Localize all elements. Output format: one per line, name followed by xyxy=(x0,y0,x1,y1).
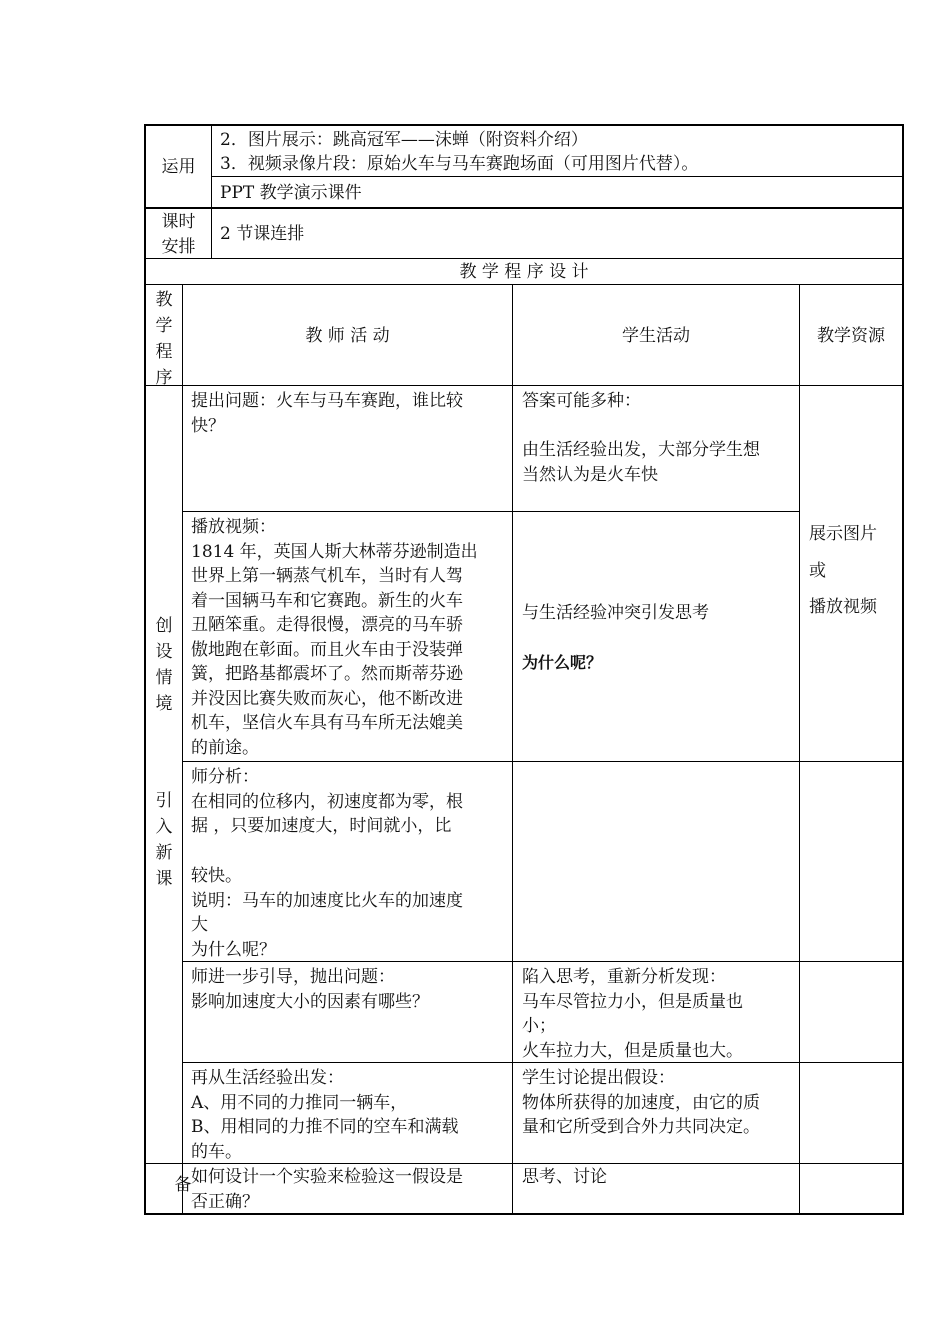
table-border-right xyxy=(902,124,904,1215)
row4-student: 陷入思考，重新分析发现： 马车尽管拉力小，但是质量也 小； 火车拉力大，但是质量也大。 xyxy=(522,967,743,1061)
procedure-char: 设 xyxy=(155,642,173,662)
design-title: 教 学 程 序 设 计 xyxy=(459,262,589,282)
resource-text-3: 播放视频 xyxy=(809,597,877,617)
row6-teacher: 如何设计一个实验来检验这一假设是 否正确？ xyxy=(191,1167,463,1212)
resource-text-1: 展示图片 xyxy=(809,524,877,544)
rule xyxy=(799,284,800,1215)
procedure-label-chuangshe xyxy=(149,613,179,717)
row5-student: 学生讨论提出假设： 物体所获得的加速度，由它的质 量和它所受到合外力共同决定。 xyxy=(522,1068,760,1137)
row1-teacher: 提出问题：火车与马车赛跑，谁比较 快？ xyxy=(191,391,463,436)
resource-ppt: PPT 教学演示课件 xyxy=(220,183,362,203)
header-student: 学生活动 xyxy=(622,326,690,346)
row5-teacher: 再从生活经验出发： A、用不同的力推同一辆车， B、用相同的力推不同的空车和满载 的车。 xyxy=(191,1068,459,1162)
rule xyxy=(182,761,904,762)
keshi-value: 2 节课连排 xyxy=(220,224,305,244)
procedure-char: 课 xyxy=(155,869,173,889)
procedure-char: 境 xyxy=(155,694,173,714)
procedure-label-yinru xyxy=(149,788,179,892)
header-procedure-char: 教 xyxy=(155,290,173,310)
label-keshi-1: 课时 xyxy=(161,212,196,232)
rule xyxy=(182,284,183,1215)
rule xyxy=(182,511,799,512)
table-border-left xyxy=(144,124,146,1215)
header-procedure xyxy=(149,287,179,391)
resource-item-3: 3．视频录像片段：原始火车与马车赛跑场面（可用图片代替）。 xyxy=(220,154,699,174)
procedure-char: 新 xyxy=(155,843,173,863)
label-keshi-2: 安排 xyxy=(161,237,196,257)
row4-teacher: 师进一步引导，抛出问题： 影响加速度大小的因素有哪些？ xyxy=(191,967,429,1012)
procedure-char: 引 xyxy=(155,791,173,811)
row2-student-1: 与生活经验冲突引发思考 xyxy=(522,603,709,623)
row1-student-2: 由生活经验出发，大部分学生想 当然认为是火车快 xyxy=(522,440,760,485)
label-yunyong: 运用 xyxy=(161,157,196,177)
resource-text-2: 或 xyxy=(809,561,826,581)
row1-student-1: 答案可能多种： xyxy=(522,391,641,411)
resource-item-2: 2．图片展示：跳高冠军——沫蝉（附资料介绍） xyxy=(220,130,588,150)
procedure-char: 情 xyxy=(155,668,173,688)
rule xyxy=(144,385,904,386)
procedure-label-bei: 备 xyxy=(174,1175,192,1195)
header-procedure-char: 序 xyxy=(155,368,173,388)
row2-student-2: 为什么呢？ xyxy=(522,653,603,672)
row3-teacher-1: 师分析： 在相同的位移内，初速度都为零，根 据 ，只要加速度大，时间就小，比 xyxy=(191,767,463,836)
header-procedure-char: 学 xyxy=(155,316,173,336)
rule xyxy=(144,258,904,259)
table-border-top xyxy=(144,124,904,126)
header-procedure-char: 程 xyxy=(155,342,173,362)
header-teacher: 教 师 活 动 xyxy=(305,326,390,346)
procedure-char: 创 xyxy=(155,616,173,636)
procedure-char: 入 xyxy=(155,817,173,837)
header-resource: 教学资源 xyxy=(817,326,885,346)
rule xyxy=(144,207,904,209)
rule xyxy=(211,124,212,258)
row2-teacher: 播放视频： 1814 年，英国人斯大林蒂芬逊制造出 世界上第一辆蒸气机车，当时有人驾 着一国辆马车和它赛跑。新生的火车 丑陋笨重。走得很慢，漂亮的马车骄 傲地跑在彰面。而且火车由于没装弹 簧，把路基都震坏了。然而斯蒂芬逊 并没因比赛失败而灰心，他不断改进 机车，坚信火车具有马车所无法媲美 的前途。 xyxy=(191,517,478,758)
row6-student: 思考、讨论 xyxy=(522,1167,607,1187)
row3-teacher-2: 较快。 说明：马车的加速度比火车的加速度 大 为什么呢？ xyxy=(191,866,463,960)
rule xyxy=(512,284,513,1215)
